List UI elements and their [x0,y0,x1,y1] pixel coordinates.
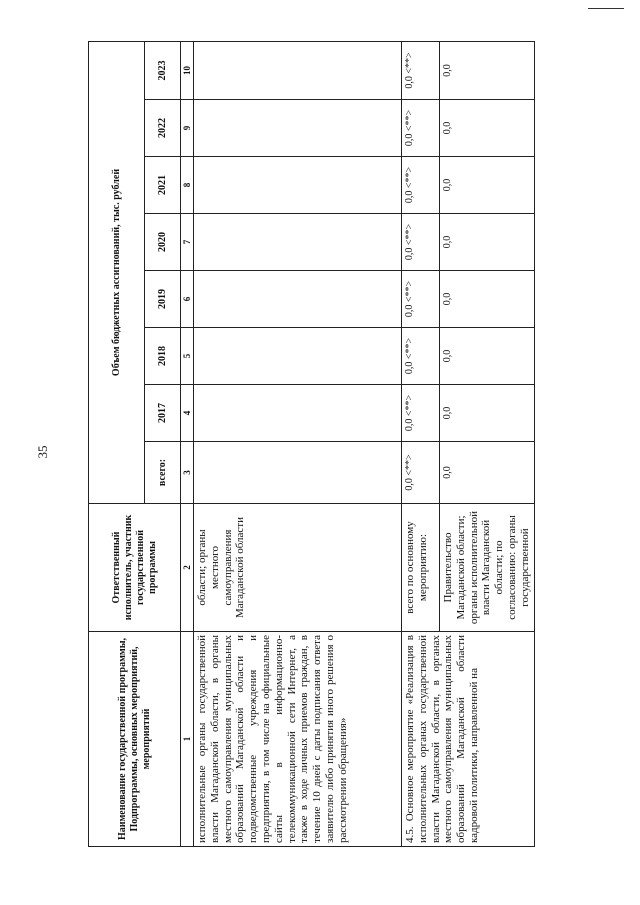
value-cell: 0,0 <**> [402,100,440,157]
value-cell: 0,0 <**> [402,385,440,442]
value-cell: 0,0 [440,271,535,328]
value-cell: 0,0 [440,442,535,504]
header-year-2023: 2023 [145,41,181,99]
value-cell [194,328,402,385]
value-cell: 0,0 <**> [402,214,440,271]
column-number: 10 [181,41,194,99]
value-cell: 0,0 [440,157,535,214]
rotated-table-wrapper [88,42,531,847]
header-year-2019: 2019 [145,271,181,328]
value-cell [194,157,402,214]
value-cell: 0,0 [440,214,535,271]
row-executor-cell: области; органы местного самоуправления Магаданской области [194,504,402,632]
column-number: 7 [181,214,194,271]
value-cell: 0,0 <**> [402,271,440,328]
value-cell [194,385,402,442]
header-row-1 [89,41,145,846]
value-cell: 0,0 <**> [402,328,440,385]
value-cell [194,41,402,99]
header-name: Наименование государственной программы, Подпрограммы, основных мероприятий, мероприятий [89,632,181,847]
row-executor-total: всего по основному мероприятию: [402,504,440,632]
header-executor: Ответственный исполнитель, участник государственной программы [89,504,181,632]
value-cell: 0,0 [440,100,535,157]
value-cell: 0,0 <**> [402,41,440,99]
value-cell: 0,0 [440,385,535,442]
column-number: 2 [181,504,194,632]
page-number: 35 [35,445,50,459]
value-cell [194,100,402,157]
header-year-2022: 2022 [145,100,181,157]
column-number: 5 [181,328,194,385]
value-cell: 0,0 [440,41,535,99]
header-year-2018: 2018 [145,328,181,385]
header-rule [588,8,624,9]
column-number: 8 [181,157,194,214]
header-budget: Объем бюджетных ассигнований, тыс. рублей [89,41,145,503]
budget-table [88,41,535,847]
value-cell: 0,0 <**> [402,442,440,504]
header-year-2017: 2017 [145,385,181,442]
column-number: 6 [181,271,194,328]
column-number: 9 [181,100,194,157]
header-year-2021: 2021 [145,157,181,214]
value-cell [194,442,402,504]
column-number: 4 [181,385,194,442]
column-number-row [181,41,194,846]
value-cell: 0,0 <**> [402,157,440,214]
value-cell [194,271,402,328]
row-name-cell: 4.5. Основное мероприятие «Реализация в исполнительных органах государственной власти Магаданской области, в органах местного самоуправления муниципальных образований Магаданской области кадровой политики, направленной на [402,632,535,847]
column-number: 3 [181,442,194,504]
table-row [402,41,440,846]
row-executor-detail: Правительство Магаданской области; органы исполнительной власти Магаданской области; по согласованию: органы государственной [440,504,535,632]
table-row [194,41,402,846]
table-sheet [88,42,531,847]
row-name-cell: исполнительные органы государственной власти Магаданской области, в органы местного самоуправления муниципальных образований Магаданской области и подведомственные учреждения и предприятия, в том числе на официальные сайты в информационно-телекоммуникационной сети Интернет, а также в ходе личных приемов граждан, в течение 10 дней с даты подписания ответа заявителю либо принятия иного решения о рассмотрении обращения» [194,632,402,847]
value-cell [194,214,402,271]
header-total: всего: [145,442,181,504]
header-year-2020: 2020 [145,214,181,271]
column-number: 1 [181,632,194,847]
value-cell: 0,0 [440,328,535,385]
